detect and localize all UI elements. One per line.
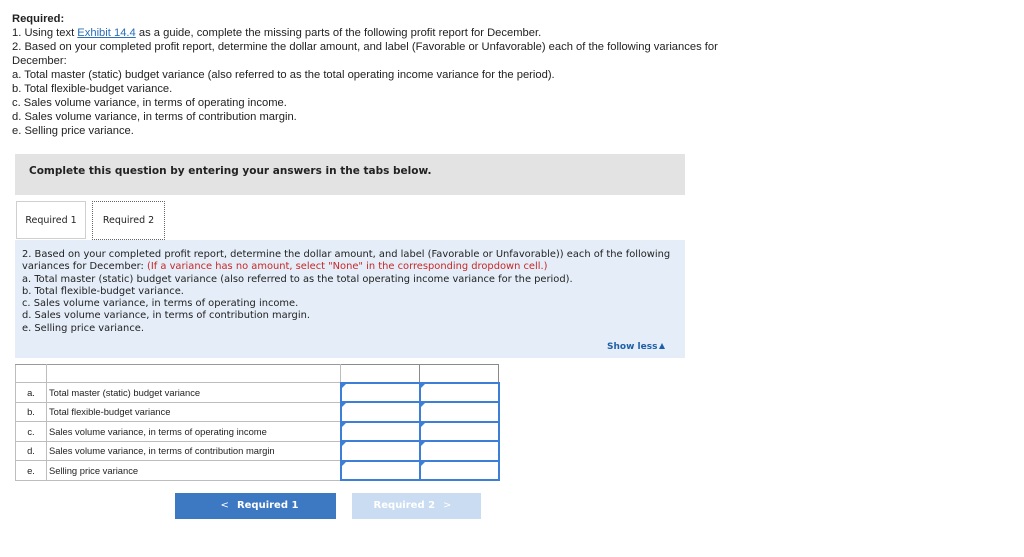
next-required-2-button[interactable]: Required 2 > [352,493,481,519]
row-label: Total master (static) budget variance [47,383,341,403]
question-panel [15,240,685,358]
amount-input[interactable] [341,402,420,422]
label-dropdown[interactable] [420,422,499,442]
variance-table [15,364,500,481]
input-marker-icon [421,462,425,466]
chevron-left-icon: < [220,500,229,511]
dropdown-note: (If a variance has no amount, select "None" in the corresponding dropdown cell.) [147,261,548,273]
table-row [16,383,499,403]
input-marker-icon [421,403,425,407]
exhibit-link[interactable]: Exhibit 14.4 [77,27,136,39]
tab-required-2[interactable]: Required 2 [92,201,165,240]
row-letter: e. [16,461,47,481]
requirement-line-1: 1. Using text Exhibit 14.4 as a guide, complete the missing parts of the following profit report for December. [12,27,542,39]
table-row [16,402,499,422]
chevron-right-icon: > [443,500,452,511]
amount-input[interactable] [341,461,420,481]
requirements-title: Required: [12,13,65,25]
requirement-item: d. Sales volume variance, in terms of contribution margin. [12,111,297,123]
header-cell [341,365,420,383]
requirement-item: e. Selling price variance. [12,125,134,137]
label-dropdown[interactable] [420,402,499,422]
tab-bar [15,201,685,241]
input-marker-icon [421,384,425,388]
input-marker-icon [342,462,346,466]
panel-intro: 2. Based on your completed profit report, determine the dollar amount, and label (Favorable or Unfavorable)) each of the following variances for December: (If a variance has no amount, select "None" in the corresponding dropdown cell.) [22,249,671,273]
label-dropdown[interactable] [420,461,499,481]
instruction-banner: Complete this question by entering your answers in the tabs below. [15,154,685,195]
requirement-item: a. Total master (static) budget variance (also referred to as the total operating income variance for the period). [12,69,555,81]
row-letter: c. [16,422,47,442]
amount-input[interactable] [341,422,420,442]
panel-item: a. Total master (static) budget variance (also referred to as the total operating income variance for the period). [22,273,573,285]
table-row [16,422,499,442]
amount-input[interactable] [341,441,420,461]
requirements-text [12,12,772,138]
label-dropdown[interactable] [420,383,499,403]
input-marker-icon [421,442,425,446]
input-marker-icon [421,423,425,427]
row-label: Total flexible-budget variance [47,402,341,422]
panel-item: c. Sales volume variance, in terms of operating income. [22,298,299,310]
row-label: Sales volume variance, in terms of operating income [47,422,341,442]
table-row [16,441,499,461]
requirement-line-2: 2. Based on your completed profit report, determine the dollar amount, and label (Favorable or Unfavorable) each of the following variances for December: [12,41,718,67]
triangle-up-icon [659,343,665,349]
panel-item: d. Sales volume variance, in terms of contribution margin. [22,310,310,322]
show-less-link[interactable]: Show less [607,342,665,352]
table-row [16,461,499,481]
label-dropdown[interactable] [420,441,499,461]
input-marker-icon [342,403,346,407]
row-label: Sales volume variance, in terms of contribution margin [47,441,341,461]
header-cell [47,365,341,383]
row-label: Selling price variance [47,461,341,481]
requirement-item: b. Total flexible-budget variance. [12,83,173,95]
input-marker-icon [342,423,346,427]
prev-required-1-button[interactable]: < Required 1 [175,493,336,519]
panel-item: e. Selling price variance. [22,322,144,334]
row-letter: a. [16,383,47,403]
table-header-row [16,365,499,383]
tab-required-1[interactable]: Required 1 [16,201,86,239]
input-marker-icon [342,384,346,388]
requirement-item: c. Sales volume variance, in terms of operating income. [12,97,287,109]
panel-item: b. Total flexible-budget variance. [22,285,184,297]
header-cell [420,365,499,383]
input-marker-icon [342,442,346,446]
row-letter: b. [16,402,47,422]
header-cell [16,365,47,383]
amount-input[interactable] [341,383,420,403]
row-letter: d. [16,441,47,461]
